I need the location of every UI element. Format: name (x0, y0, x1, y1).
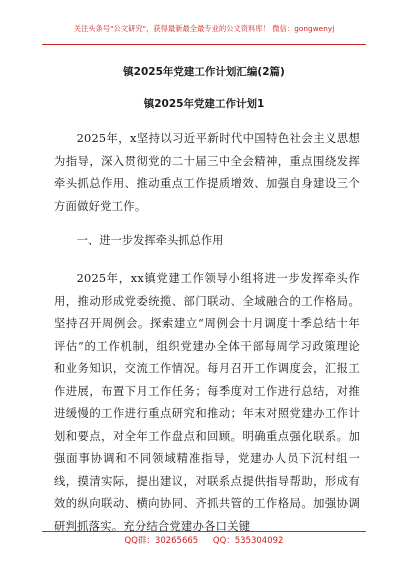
body-paragraph-2: 2025年，xx镇党建工作领导小组将进一步发挥牵头作用，推动形成党委统揽、部门联动、全域融合的工作格局。坚持召开周例会。探索建立“周例会十月调度十季总结十年评估”的工作机制，组织党建办全体干部每周学习政策理论和业务知识，交流工作情况。每月召开工作调度会，汇报工作进展，布置下月工作任务；每季度对工作进行总结，对推进缓慢的工作进行重点研究和推动；年末对照党建办工作计划和要点，对全年工作盘点和回顾。明确重点强化联系。加强面事协调和不同领域精准指导，党建办人员下沉村组一线，摸清实际，提出建议，对联系点提供指导帮助，形成有效的纵向联动、横向协同、齐抓共管的工作格局。加强协调研判抓落实。充分结合党建办各口关键 (54, 272, 360, 533)
document-title: 镇2025年党建工作计划汇编(2篇) (123, 66, 285, 78)
body-paragraph-1: 2025年，x坚持以习近平新时代中国特色社会主义思想为指导，深入贯彻党的二十届三中全会精神，重点围绕发挥牵头抓总作用、推动重点工作提质增效、加强自身建设三个方面做好党工作。 (54, 132, 360, 213)
footer (0, 534, 408, 546)
footer-qq-group: QQ群：30265665 (124, 536, 199, 546)
plan-title: 镇2025年党建工作计划1 (143, 98, 265, 110)
footer-qq-contact: QQ：535304092 (212, 536, 284, 546)
banner-divider (42, 44, 366, 45)
footer-divider (42, 531, 366, 532)
section-heading-1: 一、进一步发挥牵头抓总作用 (76, 234, 224, 247)
header-banner: 关注头条号"公文研究"，获得最新最全最专业的公文资料库！ 微信：gongwenyj (73, 24, 335, 33)
